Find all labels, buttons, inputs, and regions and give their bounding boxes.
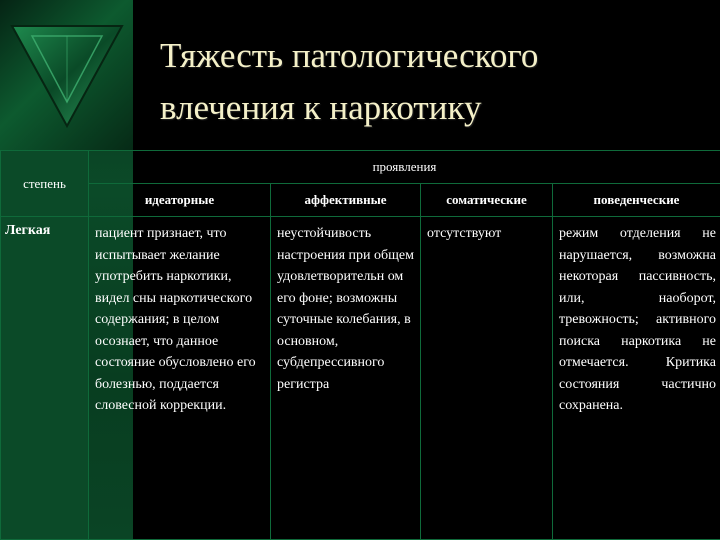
- subheader-behavioral: поведенческие: [553, 184, 720, 217]
- title-line-1: Тяжесть патологического: [160, 36, 539, 75]
- header-degree: степень: [1, 151, 89, 217]
- subheader-somatic: соматические: [421, 184, 553, 217]
- affective-cell: неустойчивость настроения при общем удовлетворительн ом его фоне; возможны суточные колебания, в основном, субдепрессивного регистра: [271, 217, 421, 540]
- logo-band: [0, 0, 133, 150]
- behavioral-cell: режим отделения не нарушается, возможна некоторая пассивность, или, наоборот, тревожность; активного поиска наркотика не отмечается. Критика состояния частично сохранена.: [553, 217, 720, 540]
- somatic-cell: отсутствуют: [421, 217, 553, 540]
- header-manifestations: проявления: [89, 151, 720, 184]
- degree-cell: Легкая: [1, 217, 89, 540]
- title-line-2: влечения к наркотику: [160, 88, 482, 127]
- severity-table: [0, 150, 720, 540]
- slide-title: [160, 30, 700, 134]
- ideational-cell: пациент признает, что испытывает желание употребить наркотики, видел сны наркотического содержания; в целом осознает, что данное состояние обусловлено его болезнью, поддается словесной коррекции.: [89, 217, 271, 540]
- subheader-ideational: идеаторные: [89, 184, 271, 217]
- subheader-affective: аффективные: [271, 184, 421, 217]
- triangle-logo-icon: [8, 22, 126, 130]
- table-row: [1, 217, 720, 540]
